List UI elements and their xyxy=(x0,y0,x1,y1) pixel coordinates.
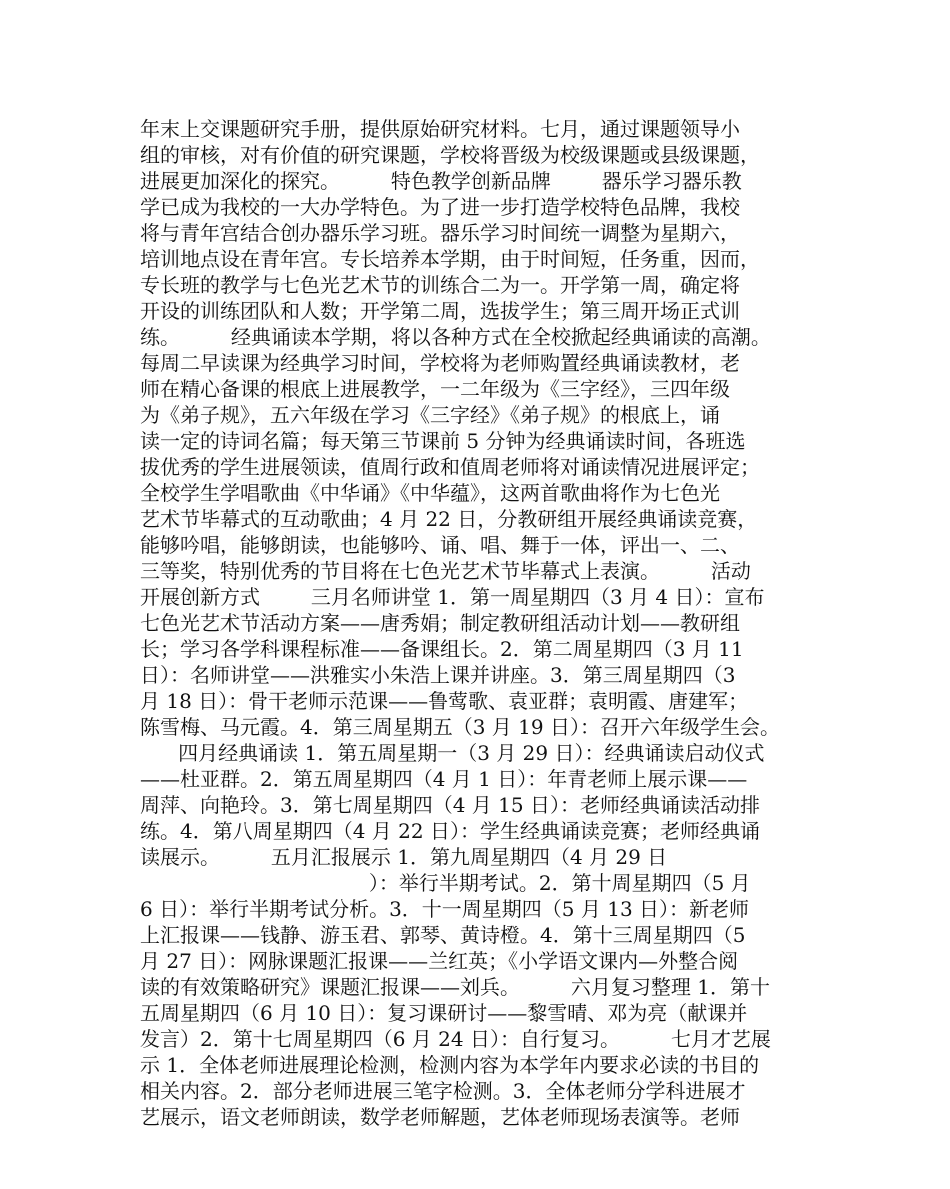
text-line: 相关内容。2．部分老师进展三笔字检测。3．全体老师分学科进展才 xyxy=(140,1079,746,1103)
text-line: 开设的训练团队和人数；开学第二周，选拔学生；第三周开场正式训 xyxy=(140,299,740,323)
text-line: 月 18 日）：骨干老师示范课——鲁莺歌、袁亚群；袁明霞、唐建军； xyxy=(140,689,749,713)
text-line: 进展更加深化的探究。 特色教学创新品牌 器乐学习器乐教 xyxy=(140,169,742,193)
text-line: 读一定的诗词名篇；每天第三节课前 5 分钟为经典诵读时间，各班选 xyxy=(140,429,746,453)
text-line: 组的审核，对有价值的研究课题，学校将晋级为校级课题或县级课题， xyxy=(140,143,760,167)
text-line: 长；学习各学科课程标准——备课组长。2．第二周星期四（3 月 11 xyxy=(140,637,744,661)
text-line: 师在精心备课的根底上进展教学，一二年级为《三字经》，三四年级 xyxy=(140,377,730,401)
text-line: 全校学生学唱歌曲《中华诵》《中华蕴》，这两首歌曲将作为七色光 xyxy=(140,481,720,505)
text-line: 示 1．全体老师进展理论检测，检测内容为本学年内要求必读的书目的 xyxy=(140,1053,760,1077)
text-line: 练。4．第八周星期四（4 月 22 日）：学生经典诵读竞赛；老师经典诵 xyxy=(140,819,760,843)
text-line: 七色光艺术节活动方案——唐秀娟；制定教研组活动计划——教研组 xyxy=(140,611,740,635)
text-line: 为《弟子规》，五六年级在学习《三字经》《弟子规》的根底上，诵 xyxy=(140,403,720,427)
text-line: 拔优秀的学生进展领读，值周行政和值周老师将对诵读情况进展评定； xyxy=(140,455,760,479)
text-line: ）：举行半期考试。2．第十周星期四（5 月 xyxy=(140,871,751,895)
text-line: 将与青年宫结合创办器乐学习班。器乐学习时间统一调整为星期六， xyxy=(140,221,740,245)
text-line: 能够吟唱，能够朗读，也能够吟、诵、唱、舞于一体，评出一、二、 xyxy=(140,533,740,557)
text-line: 上汇报课——钱静、游玉君、郭琴、黄诗橙。4．第十三周星期四（5 xyxy=(140,923,746,947)
text-line: ——杜亚群。2．第五周星期四（4 月 1 日）：年青老师上展示课—— xyxy=(140,767,748,791)
body-text xyxy=(140,116,830,1130)
text-line: 发言）2．第十七周星期四（6 月 24 日）：自行复习。 七月才艺展 xyxy=(140,1027,771,1051)
text-line: 五周星期四（6 月 10 日）：复习课研讨——黎雪晴、邓为亮（献课并 xyxy=(140,1001,748,1025)
text-line: 陈雪梅、马元霞。4．第三周星期五（3 月 19 日）：召开六年级学生会。 xyxy=(140,715,780,739)
text-line: 月 27 日）：网脉课题汇报课——兰红英；《小学语文课内—外整合阅 xyxy=(140,949,739,973)
text-line: 三等奖，特别优秀的节目将在七色光艺术节毕幕式上表演。 活动 xyxy=(140,559,751,583)
text-line: 练。 经典诵读本学期，将以各种方式在全校掀起经典诵读的高潮。 xyxy=(140,325,771,349)
text-line: 日）：名师讲堂——洪雅实小朱浩上课并讲座。3．第三周星期四（3 xyxy=(140,663,736,687)
text-line: 读展示。 五月汇报展示 1．第九周星期四（4 月 29 日 xyxy=(140,845,668,869)
text-line: 每周二早读课为经典学习时间，学校将为老师购置经典诵读教材，老 xyxy=(140,351,740,375)
text-line: 学已成为我校的一大办学特色。为了进一步打造学校特色品牌，我校 xyxy=(140,195,740,219)
text-line: 艺术节毕幕式的互动歌曲；4 月 22 日，分教研组开展经典诵读竞赛， xyxy=(140,507,758,531)
text-line: 四月经典诵读 1．第五周星期一（3 月 29 日）：经典诵读启动仪式 xyxy=(140,741,765,765)
text-line: 年末上交课题研究手册，提供原始研究材料。七月，通过课题领导小 xyxy=(140,117,740,141)
text-line: 开展创新方式 三月名师讲堂 1．第一周星期四（3 月 4 日）：宣布 xyxy=(140,585,765,609)
text-line: 周萍、向艳玲。3．第七周星期四（4 月 15 日）：老师经典诵读活动排 xyxy=(140,793,760,817)
text-line: 6 日）：举行半期考试分析。3．十一周星期四（5 月 13 日）：新老师 xyxy=(140,897,750,921)
text-line: 专长班的教学与七色光艺术节的训练合二为一。开学第一周，确定将 xyxy=(140,273,740,297)
text-line: 培训地点设在青年宫。专长培养本学期，由于时间短，任务重，因而， xyxy=(140,247,760,271)
text-line: 读的有效策略研究》课题汇报课——刘兵。 六月复习整理 1．第十 xyxy=(140,975,770,999)
text-line: 艺展示，语文老师朗读，数学老师解题，艺体老师现场表演等。老师 xyxy=(140,1105,740,1129)
